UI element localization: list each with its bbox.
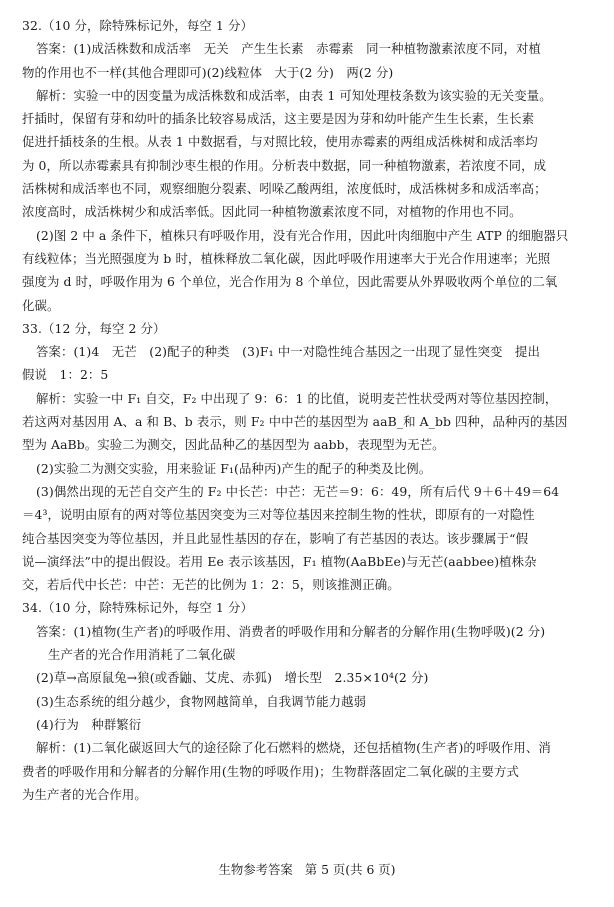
text-line: 33.（12 分，每空 2 分） — [22, 320, 166, 336]
text-line: 物的作用也不一样(其他合理即可)(2)线粒体 大于(2 分) 两(2 分) — [22, 64, 394, 80]
text-line: 交，若后代中长芒：中芒：无芒的比例为 1：2：5，则该推测正确。 — [22, 577, 400, 593]
text-line: ＝4³，说明由原有的两对等位基因突变为三对等位基因来控制生物的性状，即原有的一对隐性 — [22, 507, 535, 523]
text-line: 若这两对基因用 A、a 和 B、b 表示，则 F₂ 中中芒的基因型为 aaB_和 A_bb 四种，品种丙的基因 — [22, 414, 568, 430]
text-line: 为生产者的光合作用。 — [22, 786, 147, 802]
page-footer — [0, 860, 614, 880]
text-line: 纯合基因突变为等位基因，并且此显性基因的存在，影响了有芒基因的表达。该步骤属于“假 — [22, 530, 529, 546]
text-line: (4)行为 种群繁衍 — [36, 716, 142, 732]
text-line: 答案：(1)植物(生产者)的呼吸作用、消费者的呼吸作用和分解者的分解作用(生物呼吸)(2 分) — [36, 623, 546, 639]
text-line: 生产者的光合作用消耗了二氧化碳 — [48, 647, 236, 663]
text-line: 活株树和成活率也不同，观察细胞分裂素、吲哚乙酸两组，浓度低时，成活株树多和成活率高； — [22, 181, 547, 197]
text-line: (3)生态系统的组分越少，食物网越简单，自我调节能力越弱 — [36, 693, 367, 709]
text-line: 强度为 d 时，呼吸作用为 6 个单位，光合作用为 8 个单位，因此需要从外界吸收两个单位的二氧 — [22, 274, 558, 290]
text-line: 说—演绎法”中的提出假设。若用 Ee 表示该基因，F₁ 植物(AaBbEe)与无芒(aabbee)植株杂 — [22, 553, 537, 569]
text-line: 浓度高时，成活株树少和成活率低。因此同一种植物激素浓度不同，对植物的作用也不同。 — [22, 204, 522, 220]
text-line: 化碳。 — [22, 297, 60, 313]
text-line: (3)偶然出现的无芒自交产生的 F₂ 中长芒：中芒：无芒＝9：6：49，所有后代 9＋6＋49＝64 — [36, 483, 560, 499]
text-line: 32.（10 分，除特殊标记外，每空 1 分） — [22, 18, 253, 33]
text-line: (2)草→高原鼠兔→狼(或香鼬、艾虎、赤狐) 增长型 2.35×10⁴(2 分) — [36, 670, 429, 686]
text-line: 有线粒体；当光照强度为 b 时，植株释放二氧化碳，因此呼吸作用速率大于光合作用速率；光照 — [22, 250, 551, 266]
text-line: 为 0，所以赤霉素具有抑制沙枣生根的作用。分析表中数据，同一种植物激素，若浓度不同，成 — [22, 157, 547, 173]
text-line: 型为 AaBb。实验二为测交，因此品种乙的基因型为 aabb，表现型为无芒。 — [22, 437, 445, 453]
text-line: (2)图 2 中 a 条件下，植株只有呼吸作用，没有光合作用，因此叶肉细胞中产生 ATP 的细胞器只 — [36, 227, 569, 243]
text-line: 扦插时，保留有芽和幼叶的插条比较容易成活，这主要是因为芽和幼叶能产生生长素，生长素 — [22, 111, 535, 127]
footer-page-number: 第 5 页(共 6 页) — [304, 862, 396, 877]
text-line: 答案：(1)成活株数和成活率 无关 产生生长素 赤霉素 同一种植物激素浓度不同，对植 — [36, 41, 541, 57]
text-line: 解析：实验一中 F₁ 自交，F₂ 中出现了 9：6：1 的比值，说明麦芒性状受两对等位基因控制， — [36, 390, 558, 406]
text-line: 答案：(1)4 无芒 (2)配子的种类 (3)F₁ 中一对隐性纯合基因之一出现了显性突变 提出 — [36, 344, 541, 360]
text-line: 解析：(1)二氧化碳返回大气的途径除了化石燃料的燃烧，还包括植物(生产者)的呼吸作用、消 — [36, 740, 551, 756]
text-line: 费者的呼吸作用和分解者的分解作用(生物的呼吸作用)；生物群落固定二氧化碳的主要方式 — [22, 763, 520, 779]
footer-subject: 生物参考答案 — [218, 862, 293, 877]
text-line: 促进扦插枝条的生根。从表 1 中数据看，与对照比较，使用赤霉素的两组成活株树和成活率均 — [22, 134, 538, 150]
text-line: 34.（10 分，除特殊标记外，每空 1 分） — [22, 600, 253, 616]
text-line: 假说 1：2：5 — [22, 367, 109, 383]
text-line: 解析：实验一中的因变量为成活株数和成活率，由表 1 可知处理枝条数为该实验的无关变量。 — [36, 87, 552, 103]
text-line: (2)实验二为测交实验，用来验证 F₁(品种丙)产生的配子的种类及比例。 — [36, 460, 432, 476]
